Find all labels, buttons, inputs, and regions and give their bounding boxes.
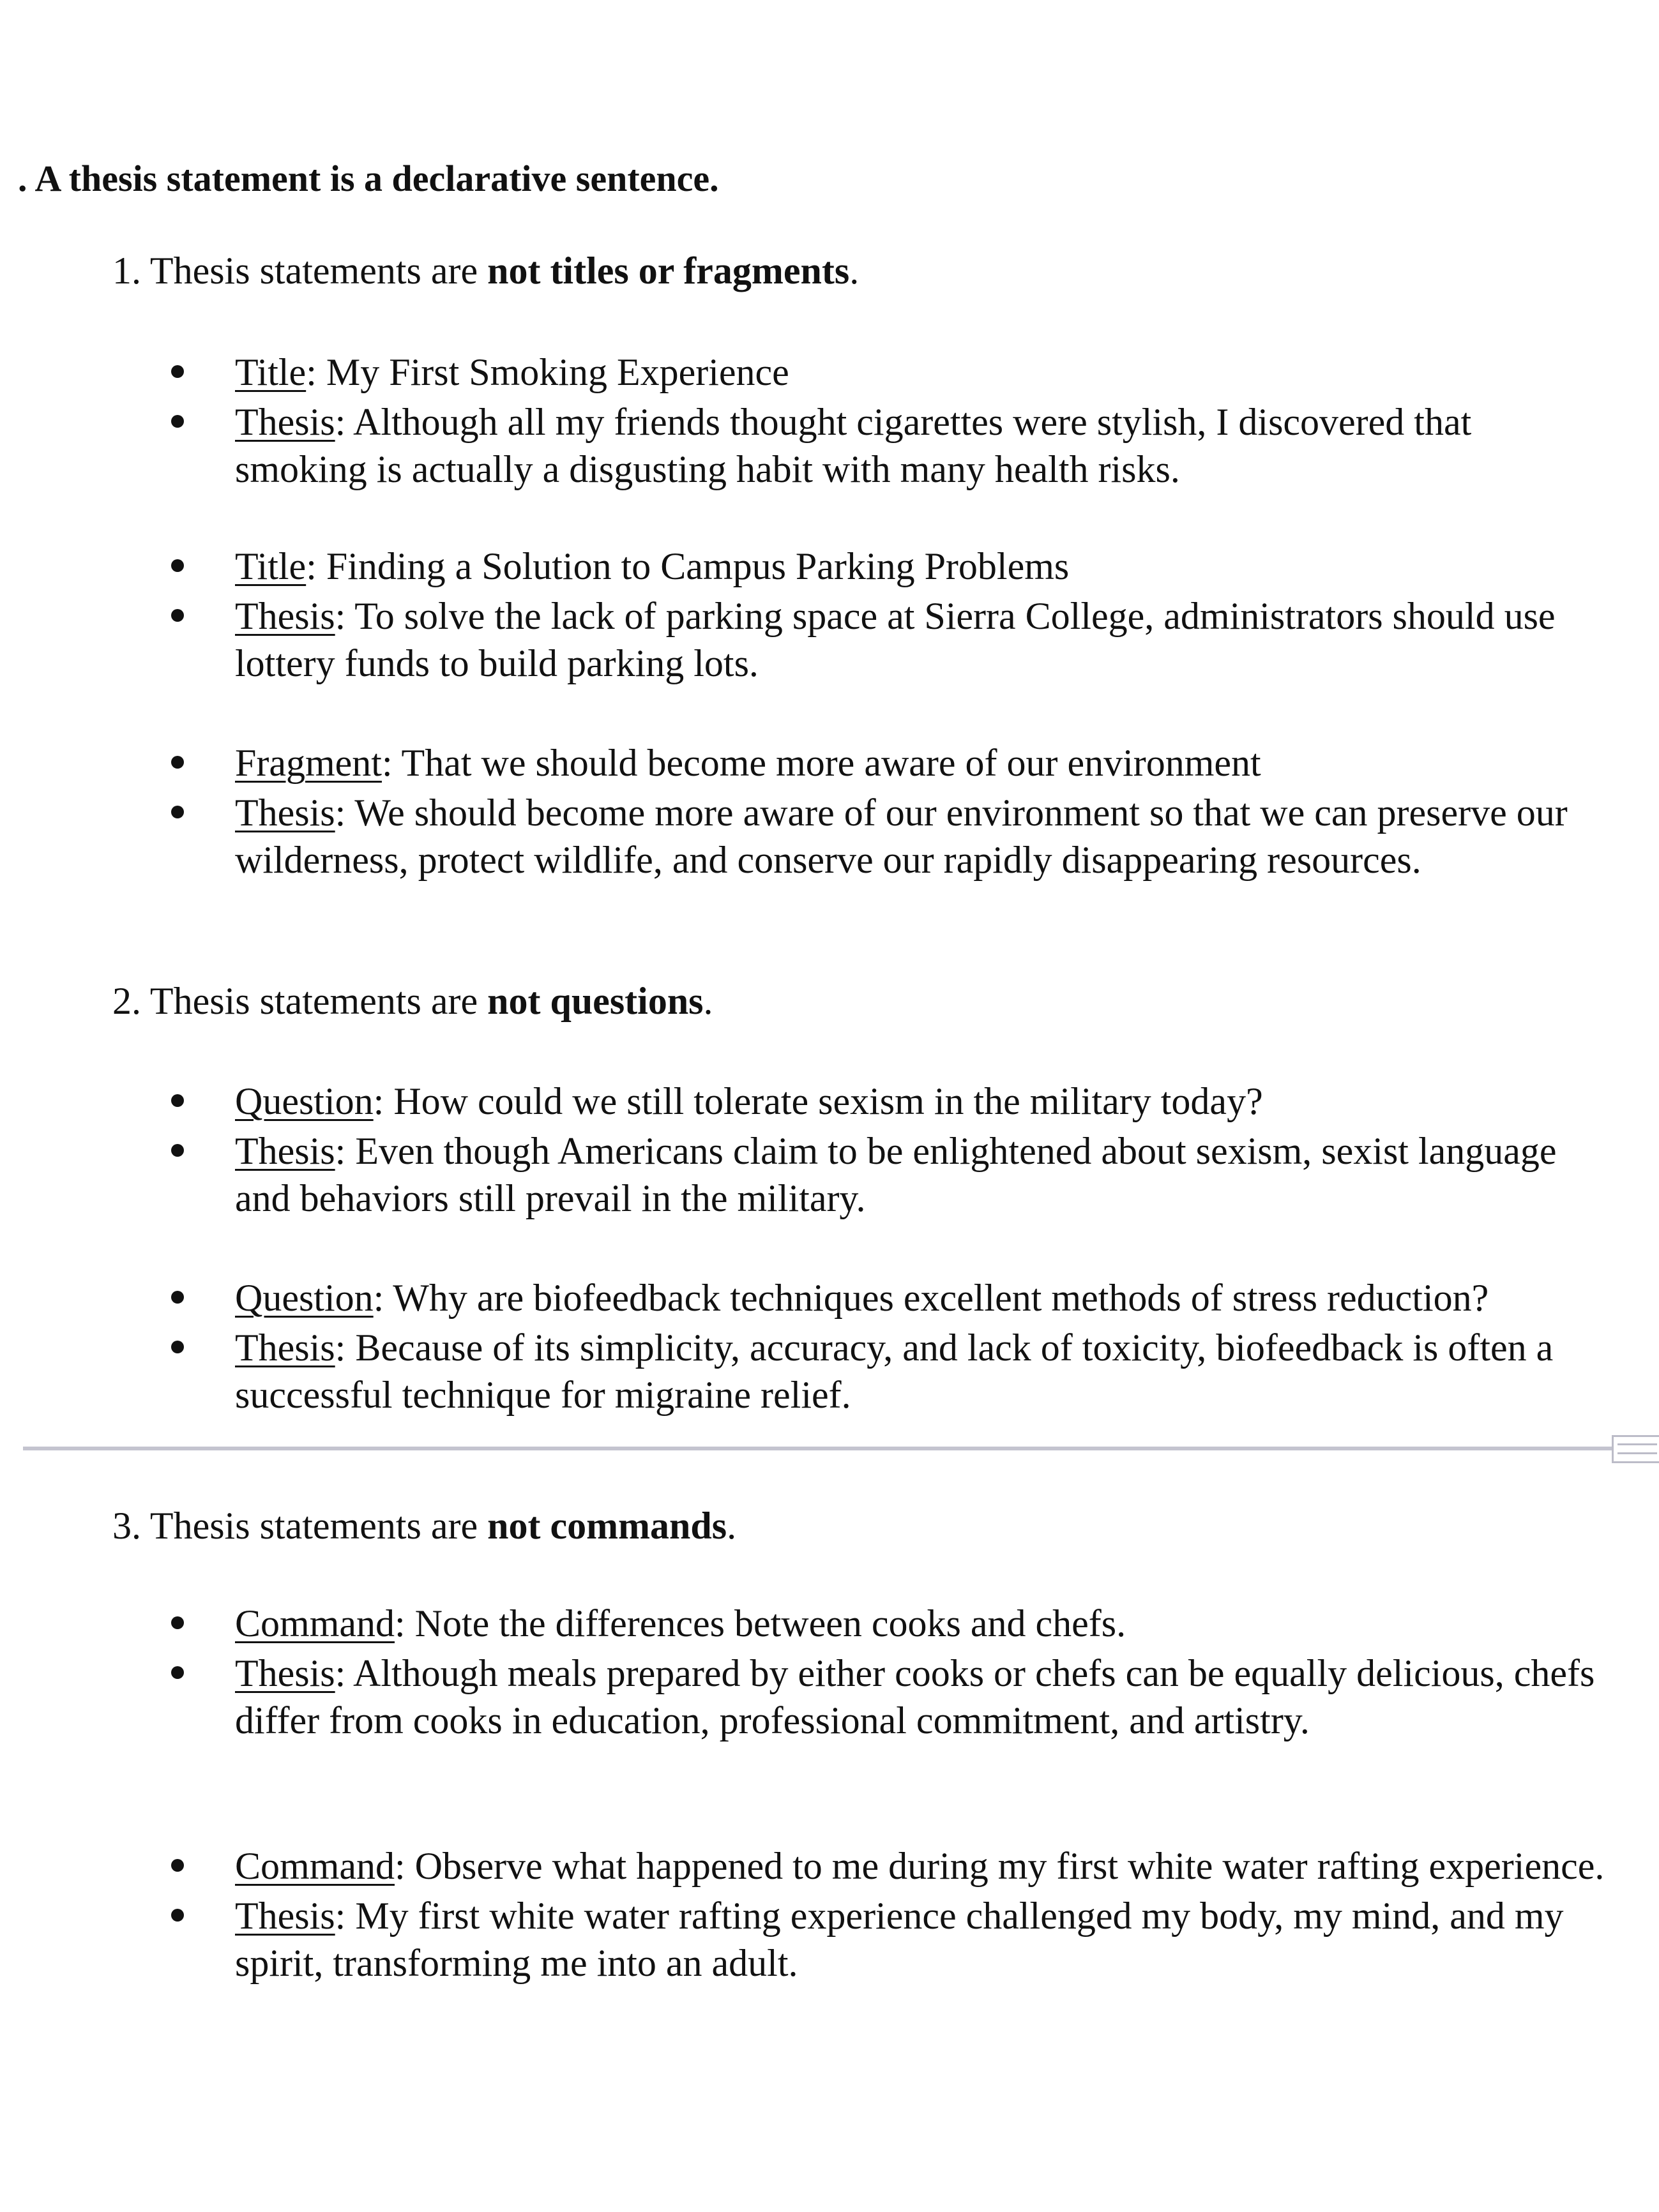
item-text: : To solve the lack of parking space at Sierra College, administrators should use lottery funds to build parking lots. xyxy=(235,595,1556,684)
section-3-group-1 xyxy=(0,1600,1659,1747)
page-break-handle-icon[interactable] xyxy=(1612,1435,1659,1463)
item-text: : Observe what happened to me during my first white water rafting experience. xyxy=(395,1845,1605,1887)
item-text: : My First Smoking Experience xyxy=(306,351,789,393)
bullet-icon xyxy=(171,1341,184,1353)
section-3-group-2 xyxy=(0,1842,1659,1989)
item-text: : Finding a Solution to Campus Parking Problems xyxy=(306,545,1070,587)
bullet-icon xyxy=(171,1859,184,1872)
list-item xyxy=(0,1078,1659,1125)
bullet-icon xyxy=(171,415,184,428)
main-heading xyxy=(18,153,719,204)
section-1-group-1 xyxy=(0,349,1659,495)
section-2-group-1 xyxy=(0,1078,1659,1224)
bullet-icon xyxy=(171,365,184,378)
section-1-group-3 xyxy=(0,739,1659,886)
list-item xyxy=(0,789,1659,884)
bullet-icon xyxy=(171,1616,184,1629)
item-text: : Why are biofeedback techniques excellent methods of stress reduction? xyxy=(373,1277,1489,1319)
bullet-icon xyxy=(171,1666,184,1679)
bullet-icon xyxy=(171,1909,184,1922)
item-text: : My first white water rafting experience challenged my body, my mind, and my spirit, transforming me into an adult. xyxy=(235,1895,1564,1984)
bullet-icon xyxy=(171,1291,184,1304)
section-number: 1. xyxy=(112,250,141,292)
section-number: 2. xyxy=(112,980,141,1022)
section-1-group-2 xyxy=(0,543,1659,689)
item-label: Command xyxy=(235,1845,395,1887)
item-label: Fragment xyxy=(235,742,382,784)
page-break-line xyxy=(23,1447,1639,1450)
handle-line xyxy=(1617,1452,1657,1454)
list-item xyxy=(0,1127,1659,1222)
item-text: : Because of its simplicity, accuracy, and lack of toxicity, biofeedback is often a successful technique for migraine relief. xyxy=(235,1327,1554,1416)
item-text: : Even though Americans claim to be enlightened about sexism, sexist language and behaviors still prevail in the military. xyxy=(235,1130,1557,1219)
item-text: : We should become more aware of our environment so that we can preserve our wilderness, protect wildlife, and conserve our rapidly disappearing resources. xyxy=(235,792,1568,881)
list-item xyxy=(0,1274,1659,1321)
item-text: : That we should become more aware of our environment xyxy=(381,742,1261,784)
item-label: Command xyxy=(235,1602,395,1644)
bullet-icon xyxy=(171,559,184,572)
list-item xyxy=(0,592,1659,687)
section-2-group-2 xyxy=(0,1274,1659,1421)
handle-line xyxy=(1617,1443,1657,1445)
bullet-icon xyxy=(171,1094,184,1107)
list-item xyxy=(0,739,1659,786)
list-item xyxy=(0,349,1659,396)
item-label: Thesis xyxy=(235,792,335,834)
heading-text: A thesis statement is a declarative sentence. xyxy=(34,158,719,199)
section-lead: Thesis statements are xyxy=(149,1505,478,1547)
bullet-icon xyxy=(171,756,184,769)
section-emphasis: not commands xyxy=(487,1505,727,1547)
section-lead: Thesis statements are xyxy=(149,980,478,1022)
bullet-icon xyxy=(171,806,184,818)
item-label: Thesis xyxy=(235,401,335,443)
section-end: . xyxy=(703,980,713,1022)
item-text: : Note the differences between cooks and chefs. xyxy=(395,1602,1126,1644)
item-label: Thesis xyxy=(235,1652,335,1694)
list-item xyxy=(0,1892,1659,1987)
section-2-title xyxy=(112,975,713,1027)
item-label: Thesis xyxy=(235,595,335,637)
item-text: : How could we still tolerate sexism in the military today? xyxy=(373,1080,1263,1122)
section-1-title xyxy=(112,245,859,296)
section-emphasis: not questions xyxy=(487,980,704,1022)
item-label: Thesis xyxy=(235,1895,335,1937)
heading-marker: . xyxy=(18,158,27,199)
item-label: Question xyxy=(235,1277,374,1319)
bullet-icon xyxy=(171,1144,184,1157)
section-emphasis: not titles or fragments xyxy=(487,250,850,292)
section-number: 3. xyxy=(112,1505,141,1547)
list-item xyxy=(0,1324,1659,1418)
item-label: Title xyxy=(235,545,307,587)
section-end: . xyxy=(727,1505,737,1547)
item-label: Question xyxy=(235,1080,374,1122)
section-3-title xyxy=(112,1500,736,1551)
item-text: : Although meals prepared by either cooks or chefs can be equally delicious, chefs differ from cooks in education, professional commitment, and artistry. xyxy=(235,1652,1595,1742)
list-item xyxy=(0,1600,1659,1647)
section-lead: Thesis statements are xyxy=(149,250,478,292)
list-item xyxy=(0,1842,1659,1890)
item-text: : Although all my friends thought cigarettes were stylish, I discovered that smoking is actually a disgusting habit with many health risks. xyxy=(235,401,1472,490)
bullet-icon xyxy=(171,609,184,622)
list-item xyxy=(0,1650,1659,1744)
item-label: Thesis xyxy=(235,1327,335,1369)
list-item xyxy=(0,398,1659,493)
list-item xyxy=(0,543,1659,590)
item-label: Title xyxy=(235,351,307,393)
section-end: . xyxy=(849,250,860,292)
item-label: Thesis xyxy=(235,1130,335,1172)
